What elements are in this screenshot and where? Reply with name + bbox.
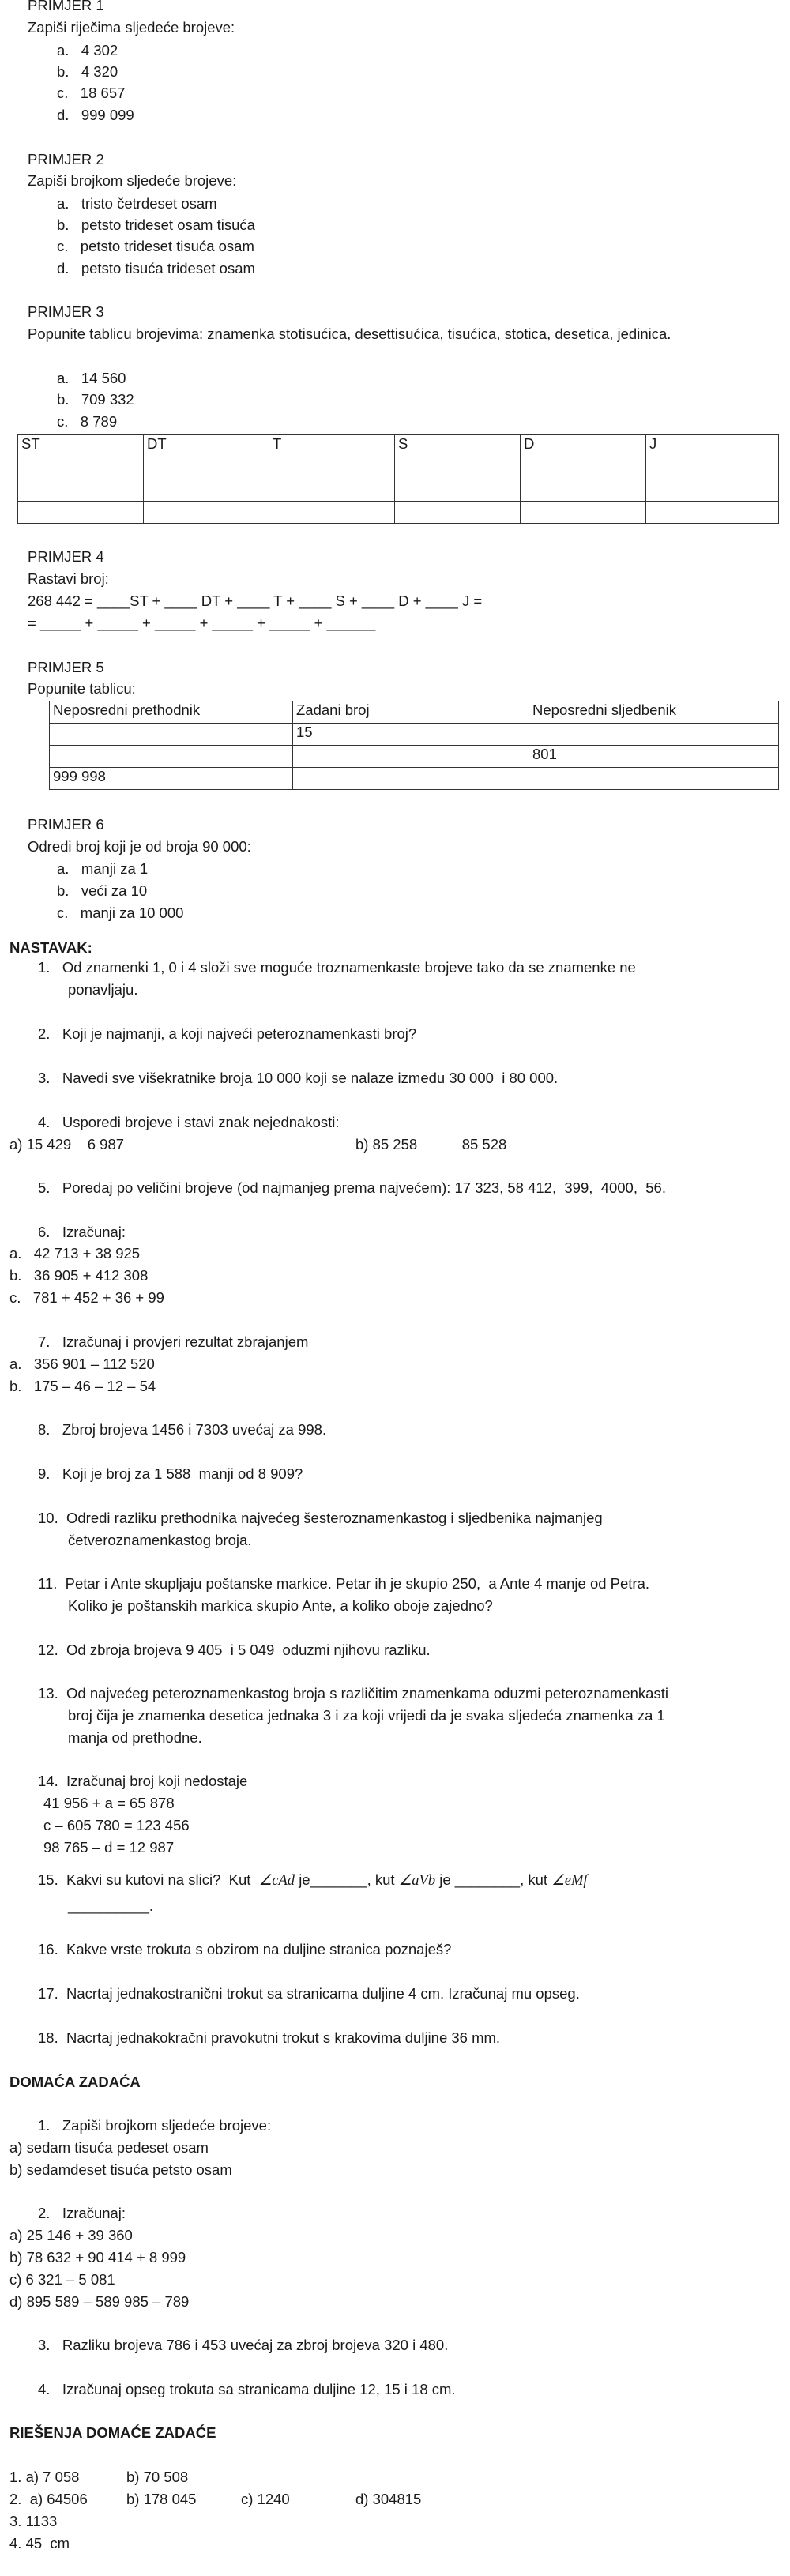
sol-1b: b) 70 508: [126, 2469, 189, 2485]
task-13: 13. Od najvećeg peteroznamenkastog broja s različitim znamenkama oduzmi peteroznamenkasti: [38, 1685, 668, 1702]
p2-task: Zapiši brojkom sljedeće brojeve:: [28, 172, 237, 189]
hw-3: 3. Razliku brojeva 786 i 453 uvećaj za zbroj brojeva 320 i 480.: [38, 2337, 449, 2353]
task-4a: a) 15 429 6 987: [9, 1136, 125, 1153]
list-item: a. 4 302: [57, 42, 118, 58]
nastavak-title: NASTAVAK:: [9, 939, 92, 956]
table-row: [18, 502, 779, 524]
p6-title: PRIMJER 6: [28, 816, 104, 833]
task-8: 8. Zbroj brojeva 1456 i 7303 uvećaj za 998.: [38, 1421, 327, 1438]
task-13-cont: broj čija je znamenka desetica jednaka 3 i za koji vrijedi da je svaka sljedeća znamenka za 1: [68, 1707, 665, 1724]
table-cell: [293, 746, 529, 768]
task-14a: 41 956 + a = 65 878: [43, 1795, 175, 1811]
angle-symbol: ∠aVb: [398, 1873, 436, 1889]
task-6: 6. Izračunaj:: [38, 1224, 126, 1240]
table-header: Neposredni sljedbenik: [529, 701, 779, 724]
task-5: 5. Poredaj po veličini brojeve (od najmanjeg prema najvećem): 17 323, 58 412, 399, 4000, 56.: [38, 1179, 666, 1196]
task-11: 11. Petar i Ante skupljaju poštanske markice. Petar ih je skupio 250, a Ante 4 manje od Petra.: [38, 1575, 650, 1592]
table-header: DT: [144, 435, 269, 457]
task-1: 1. Od znamenki 1, 0 i 4 složi sve moguće troznamenkaste brojeve tako da se znamenke ne: [38, 959, 636, 976]
angle-symbol: ∠eMf: [551, 1873, 588, 1889]
p5-title: PRIMJER 5: [28, 659, 104, 675]
list-item: a. 14 560: [57, 370, 126, 386]
table-cell: 801: [529, 746, 779, 768]
table-header: ST: [18, 435, 144, 457]
p4-task: Rastavi broj:: [28, 570, 109, 587]
p5-task: Popunite tablicu:: [28, 680, 136, 697]
hw-1b: b) sedamdeset tisuća petsto osam: [9, 2161, 232, 2178]
task-17: 17. Nacrtaj jednakostranični trokut sa stranicama duljine 4 cm. Izračunaj mu opseg.: [38, 1985, 580, 2002]
task-3: 3. Navedi sve višekratnike broja 10 000 koji se nalaze između 30 000 i 80 000.: [38, 1070, 559, 1086]
task-7b: b. 175 – 46 – 12 – 54: [9, 1378, 156, 1394]
table-cell: 15: [293, 724, 529, 746]
domaca-title: DOMAĆA ZADAĆA: [9, 2074, 141, 2090]
p3-task: Popunite tablicu brojevima: znamenka stotisućica, desettisućica, tisućica, stotica, desetica, jedinica.: [28, 325, 672, 342]
list-item: b. 709 332: [57, 391, 134, 408]
list-item: a. manji za 1: [57, 860, 149, 877]
table-header: Neposredni prethodnik: [50, 701, 293, 724]
hw-2d: d) 895 589 – 589 985 – 789: [9, 2293, 190, 2310]
list-item: c. 8 789: [57, 413, 118, 430]
list-item: a. tristo četrdeset osam: [57, 195, 217, 212]
table-row: [50, 724, 779, 746]
table-cell: [293, 768, 529, 790]
task-14c: 98 765 – d = 12 987: [43, 1839, 175, 1856]
p4-line1: 268 442 = ____ST + ____ DT + ____ T + ____ S + ____ D + ____ J =: [28, 592, 483, 609]
sol-2c: c) 1240: [241, 2491, 290, 2507]
list-item: c. petsto trideset tisuća osam: [57, 238, 254, 254]
task-11-cont: Koliko je poštanskih markica skupio Ante, a koliko oboje zajedno?: [68, 1597, 493, 1614]
task-13-cont: manja od prethodne.: [68, 1729, 202, 1746]
table-header: S: [395, 435, 521, 457]
task-6b: b. 36 905 + 412 308: [9, 1267, 149, 1284]
list-item: d. 999 099: [57, 107, 134, 123]
table-header: T: [269, 435, 395, 457]
p2-title: PRIMJER 2: [28, 151, 104, 167]
hw-2a: a) 25 146 + 39 360: [9, 2227, 133, 2243]
task-4: 4. Usporedi brojeve i stavi znak nejednakosti:: [38, 1114, 340, 1130]
rjesenja-title: RIEŠENJA DOMAĆE ZADAĆE: [9, 2424, 216, 2441]
list-item: b. 4 320: [57, 63, 118, 80]
p3-table: [17, 434, 779, 524]
task-15-text: je_______, kut: [299, 1871, 395, 1888]
table-cell: [50, 746, 293, 768]
task-4b: b) 85 258 85 528: [356, 1136, 507, 1153]
task-15-text: 15. Kakvi su kutovi na slici? Kut: [38, 1871, 251, 1888]
task-18: 18. Nacrtaj jednakokračni pravokutni trokut s krakovima duljine 36 mm.: [38, 2029, 501, 2046]
hw-2c: c) 6 321 – 5 081: [9, 2271, 115, 2288]
table-cell: [529, 724, 779, 746]
table-cell: [50, 724, 293, 746]
task-15-text: je ________, kut: [439, 1871, 548, 1888]
task-10: 10. Odredi razliku prethodnika najvećeg šesteroznamenkastog i sljedbenika najmanjeg: [38, 1510, 603, 1526]
task-14: 14. Izračunaj broj koji nedostaje: [38, 1773, 248, 1789]
table-header: D: [521, 435, 646, 457]
hw-2: 2. Izračunaj:: [38, 2205, 126, 2221]
table-header: J: [646, 435, 779, 457]
task-7: 7. Izračunaj i provjeri rezultat zbrajanjem: [38, 1333, 309, 1350]
table-row: [18, 479, 779, 502]
table-header: Zadani broj: [293, 701, 529, 724]
task-7a: a. 356 901 – 112 520: [9, 1356, 155, 1372]
list-item: d. petsto tisuća trideset osam: [57, 260, 255, 276]
sol-2d: d) 304815: [356, 2491, 422, 2507]
task-10-cont: četveroznamenkastog broja.: [68, 1532, 252, 1548]
sol-3: 3. 1133: [9, 2513, 58, 2529]
task-1-cont: ponavljaju.: [68, 981, 138, 998]
hw-4: 4. Izračunaj opseg trokuta sa stranicama duljine 12, 15 i 18 cm.: [38, 2381, 456, 2397]
table-cell: 999 998: [50, 768, 293, 790]
hw-2b: b) 78 632 + 90 414 + 8 999: [9, 2249, 186, 2266]
task-9: 9. Koji je broj za 1 588 manji od 8 909?: [38, 1465, 303, 1482]
task-6a: a. 42 713 + 38 925: [9, 1245, 141, 1262]
list-item: c. 18 657: [57, 85, 126, 101]
task-15-cont: __________.: [68, 1897, 154, 1914]
sol-2b: b) 178 045: [126, 2491, 197, 2507]
hw-1: 1. Zapiši brojkom sljedeće brojeve:: [38, 2117, 272, 2134]
task-6c: c. 781 + 452 + 36 + 99: [9, 1289, 164, 1306]
angle-symbol: ∠cAd: [258, 1873, 295, 1889]
sol-1a: 1. a) 7 058: [9, 2469, 80, 2485]
list-item: b. petsto trideset osam tisuća: [57, 216, 255, 233]
hw-1a: a) sedam tisuća pedeset osam: [9, 2139, 209, 2156]
table-row: [50, 768, 779, 790]
p1-task: Zapiši riječima sljedeće brojeve:: [28, 19, 235, 36]
list-item: b. veći za 10: [57, 882, 148, 899]
list-item: c. manji za 10 000: [57, 904, 184, 921]
task-15: [38, 1873, 588, 1889]
table-row: [18, 457, 779, 479]
task-2: 2. Koji je najmanji, a koji najveći peteroznamenkasti broj?: [38, 1025, 417, 1042]
sol-2a: 2. a) 64506: [9, 2491, 88, 2507]
p6-task: Odredi broj koji je od broja 90 000:: [28, 838, 251, 855]
task-14b: c – 605 780 = 123 456: [43, 1817, 190, 1833]
p4-title: PRIMJER 4: [28, 548, 104, 565]
p1-title: PRIMJER 1: [28, 0, 104, 13]
p5-table: [49, 701, 779, 790]
sol-4: 4. 45 cm: [9, 2535, 70, 2552]
task-12: 12. Od zbroja brojeva 9 405 i 5 049 oduzmi njihovu razliku.: [38, 1641, 431, 1658]
table-row: [50, 746, 779, 768]
p4-line2: = _____ + _____ + _____ + _____ + _____ + ______: [28, 615, 376, 631]
table-cell: [529, 768, 779, 790]
task-16: 16. Kakve vrste trokuta s obzirom na duljine stranica poznaješ?: [38, 1941, 452, 1957]
p3-title: PRIMJER 3: [28, 303, 104, 320]
